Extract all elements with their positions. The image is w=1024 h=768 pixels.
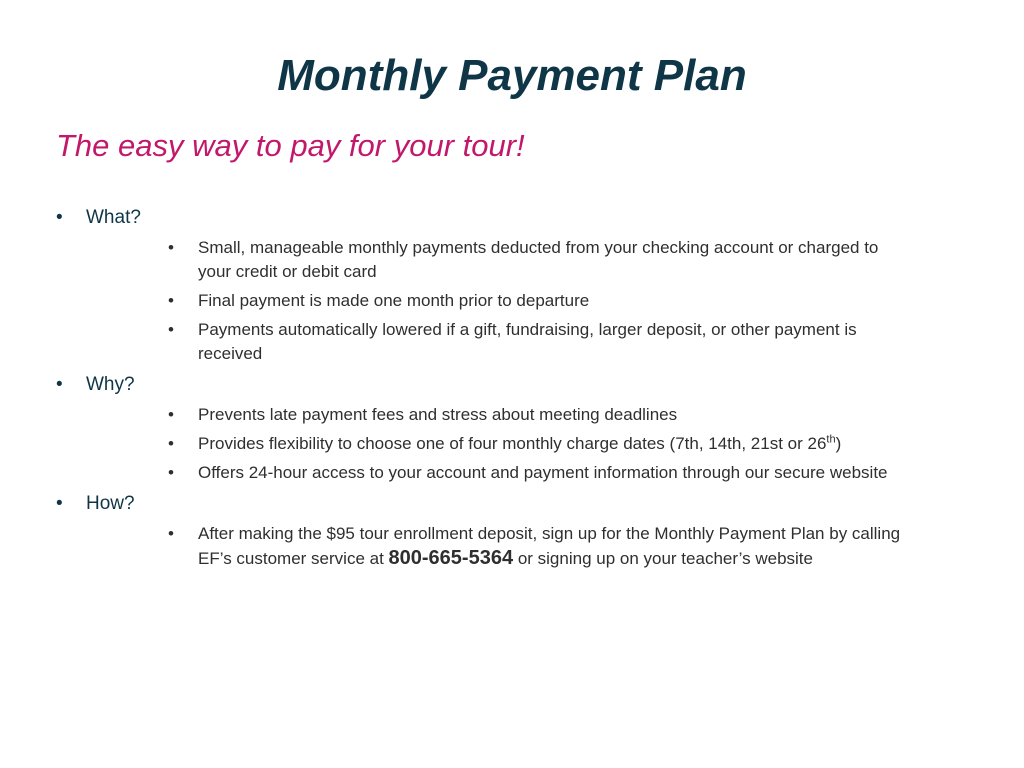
list-item-text: Offers 24-hour access to your account and payment information through our secure website [198,463,888,482]
section-what [56,205,916,231]
list-item-text [198,434,841,453]
bullet-icon: • [168,320,174,339]
list-item [168,432,903,456]
section-why [56,372,916,398]
bullet-icon: • [56,493,63,514]
list-item-text-part: ) [835,434,842,453]
bullet-icon: • [168,524,174,543]
list-item-text [198,524,900,568]
list-item [168,236,903,284]
list-item-text-part: Provides flexibility to choose one of four monthly charge dates (7th, 14th, 21st or 26 [198,434,827,453]
bullet-icon: • [168,405,174,424]
list-item-text-part: After making the $95 tour enrollment deposit, sign up for the Monthly Payment Plan by calling EF’s customer service at [198,524,901,568]
list-item-text: Prevents late payment fees and stress about meeting deadlines [198,405,678,424]
bullet-icon: • [56,374,63,395]
section-heading: How? [86,493,135,514]
list-item-text-part: or signing up on your teacher’s website [513,549,813,568]
slide-title: Monthly Payment Plan [277,51,747,100]
bullet-icon: • [168,463,174,482]
bullet-icon: • [168,238,174,257]
list-item-text: Small, manageable monthly payments deducted from your checking account or charged to your credit or debit card [198,238,879,281]
bullet-icon: • [168,434,174,453]
list-item [168,403,903,427]
ordinal-suffix: th [826,433,836,446]
list-item [168,318,903,366]
list-item [168,289,903,313]
list-item-text: Payments automatically lowered if a gift, fundraising, larger deposit, or other payment is received [198,320,857,363]
bullet-content [56,205,916,571]
list-item [168,522,903,571]
list-item [168,461,903,485]
slide-subtitle: The easy way to pay for your tour! [56,128,525,163]
bullet-icon: • [168,291,174,310]
section-heading: Why? [86,374,135,395]
section-how [56,491,916,517]
section-heading: What? [86,207,141,228]
phone-number: 800-665-5364 [388,547,514,569]
list-item-text: Final payment is made one month prior to departure [198,291,590,310]
bullet-icon: • [56,207,63,228]
